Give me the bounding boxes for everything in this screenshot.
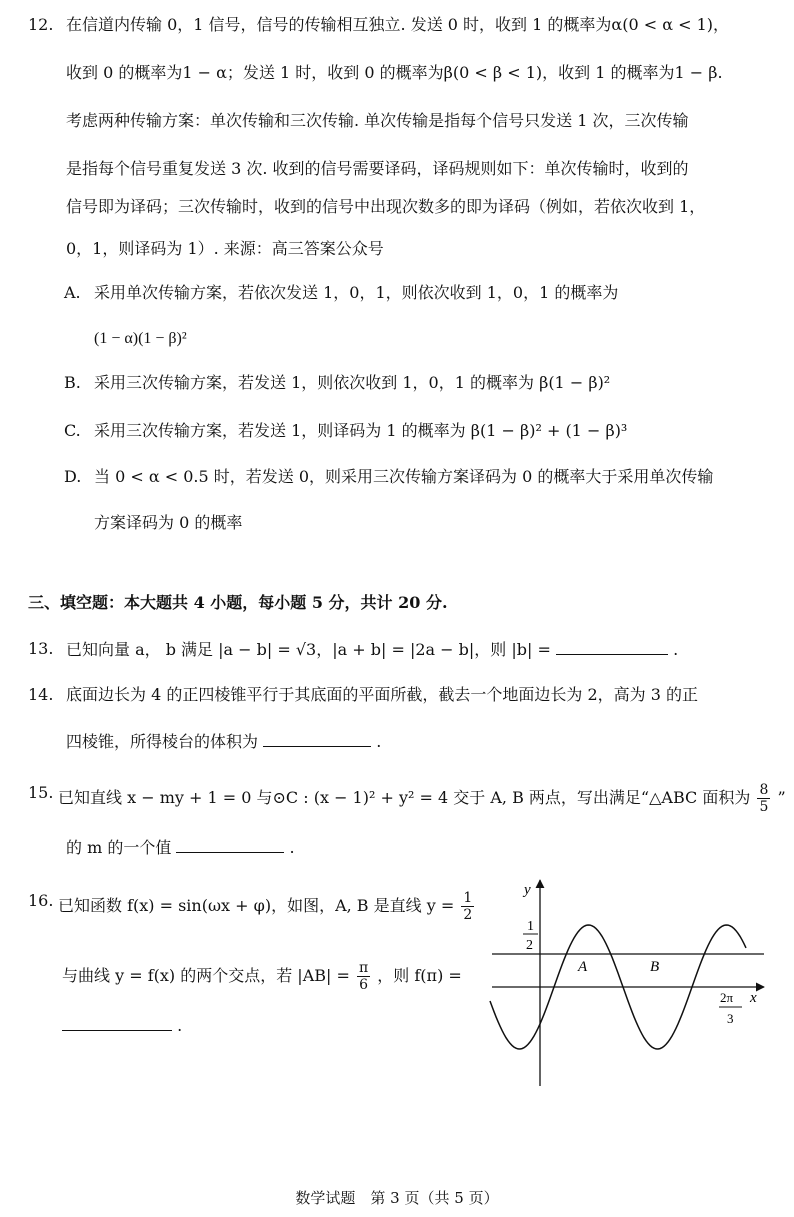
q15-stem: 已知直线 x − my + 1 = 0 与⊙C : (x − 1)² + y² = 4 交于 A, B 两点，写出满足“△ABC 面积为 xyxy=(58,788,751,807)
y-axis-label: y xyxy=(524,882,531,898)
q15-period: . xyxy=(289,838,295,857)
q15-frac-num: 8 xyxy=(759,782,769,798)
q12-line-2: 收到 0 的概率为1 − α；发送 1 时，收到 0 的概率为β(0 < β < 1)，收到 1 的概率为1 − β. xyxy=(66,63,723,82)
q16-period: . xyxy=(177,1016,183,1035)
q13-period: . xyxy=(673,640,679,659)
q12-line-4: 是指每个信号重复发送 3 次. 收到的信号需要译码，译码规则如下：单次传输时，收到的 xyxy=(66,159,689,178)
q13-text xyxy=(66,638,678,661)
q14-stem: 四棱锥，所得棱台的体积为 xyxy=(66,732,259,751)
q16-answer-blank[interactable] xyxy=(62,1014,172,1031)
q16-fraction-2 xyxy=(357,960,370,993)
q14-number: 14. xyxy=(28,685,54,704)
q12-option-c-label: C. xyxy=(64,421,81,440)
q16-stem-3: ，则 f(π) = xyxy=(377,966,462,985)
q15-fraction xyxy=(757,782,770,815)
q16-frac-den: 2 xyxy=(463,907,473,923)
q15-stem-2: 的 m 的一个值 xyxy=(66,838,172,857)
q12-line-5: 信号即为译码；三次传输时，收到的信号中出现次数多的即为译码（例如，若依次收到 1， xyxy=(66,197,706,216)
q16-frac-num: 1 xyxy=(463,890,473,906)
point-b-label: B xyxy=(650,959,660,975)
page-footer: 数学试题 第 3 页（共 5 页） xyxy=(295,1189,499,1207)
half-den: 2 xyxy=(526,938,533,953)
q16-fraction xyxy=(461,890,474,923)
q12-number: 12. xyxy=(28,15,54,34)
q14-line-2 xyxy=(66,730,381,753)
tick-num: 2π xyxy=(720,990,734,1005)
q16-number: 16. xyxy=(28,891,54,910)
q16-line-3 xyxy=(62,1014,182,1037)
q13-answer-blank[interactable] xyxy=(556,638,668,655)
q16-line-2 xyxy=(62,960,462,993)
q14-period: . xyxy=(376,732,382,751)
q12-line-3: 考虑两种传输方案：单次传输和三次传输. 单次传输是指每个信号只发送 1 次，三次传输 xyxy=(66,111,689,130)
tick-den: 3 xyxy=(727,1011,734,1026)
q12-line-1: 在信道内传输 0，1 信号，信号的传输相互独立. 发送 0 时，收到 1 的概率为α(0 < α < 1)， xyxy=(66,15,730,34)
q15-close-quote: ” xyxy=(777,788,786,807)
q15-line-1 xyxy=(58,782,786,815)
q16-stem-2: 与曲线 y = f(x) 的两个交点，若 |AB| = xyxy=(62,966,350,985)
q12-option-d-text: 当 0 < α < 0.5 时，若发送 0，则采用三次传输方案译码为 0 的概率大于采用单次传输 xyxy=(94,467,714,486)
q16-stem: 已知函数 f(x) = sin(ωx + φ)，如图，A, B 是直线 y = xyxy=(58,896,455,915)
q16-frac2-num: π xyxy=(359,960,369,976)
x-axis-label: x xyxy=(750,990,757,1006)
q12-option-c-text: 采用三次传输方案，若发送 1，则译码为 1 的概率为 β(1 − β)² + (1 − β)³ xyxy=(94,421,628,440)
q15-answer-blank[interactable] xyxy=(176,836,284,853)
q13-number: 13. xyxy=(28,639,54,658)
point-a-label: A xyxy=(578,959,588,975)
q12-option-b-label: B. xyxy=(64,373,81,392)
q16-frac2-den: 6 xyxy=(359,977,369,993)
q12-option-a-label: A. xyxy=(64,283,81,302)
q14-line-1: 底面边长为 4 的正四棱锥平行于其底面的平面所截，截去一个地面边长为 2，高为 3 的正 xyxy=(66,685,698,704)
q15-frac-den: 5 xyxy=(759,799,769,815)
q16-line-1 xyxy=(58,890,476,923)
q12-option-a-cont: (1 − α)(1 − β)² xyxy=(94,330,187,347)
half-num: 1 xyxy=(527,919,534,934)
sine-graph xyxy=(478,874,778,1094)
section-heading: 三、填空题：本大题共 4 小题，每小题 5 分，共计 20 分. xyxy=(28,593,448,612)
q15-number: 15. xyxy=(28,783,54,802)
q14-answer-blank[interactable] xyxy=(263,730,371,747)
q12-option-a-text: 采用单次传输方案，若依次发送 1，0，1，则依次收到 1，0，1 的概率为 xyxy=(94,283,619,302)
q12-option-d-label: D. xyxy=(64,467,82,486)
q12-option-b-text: 采用三次传输方案，若发送 1，则依次收到 1，0，1 的概率为 β(1 − β)² xyxy=(94,373,611,392)
q12-line-6: 0，1，则译码为 1）. 来源：高三答案公众号 xyxy=(66,239,384,258)
q12-option-d-cont: 方案译码为 0 的概率 xyxy=(94,513,243,532)
q13-stem: 已知向量 a， b 满足 |a − b| = √3，|a + b| = |2a − b|，则 |b| = xyxy=(66,640,551,659)
q15-line-2 xyxy=(66,836,295,859)
